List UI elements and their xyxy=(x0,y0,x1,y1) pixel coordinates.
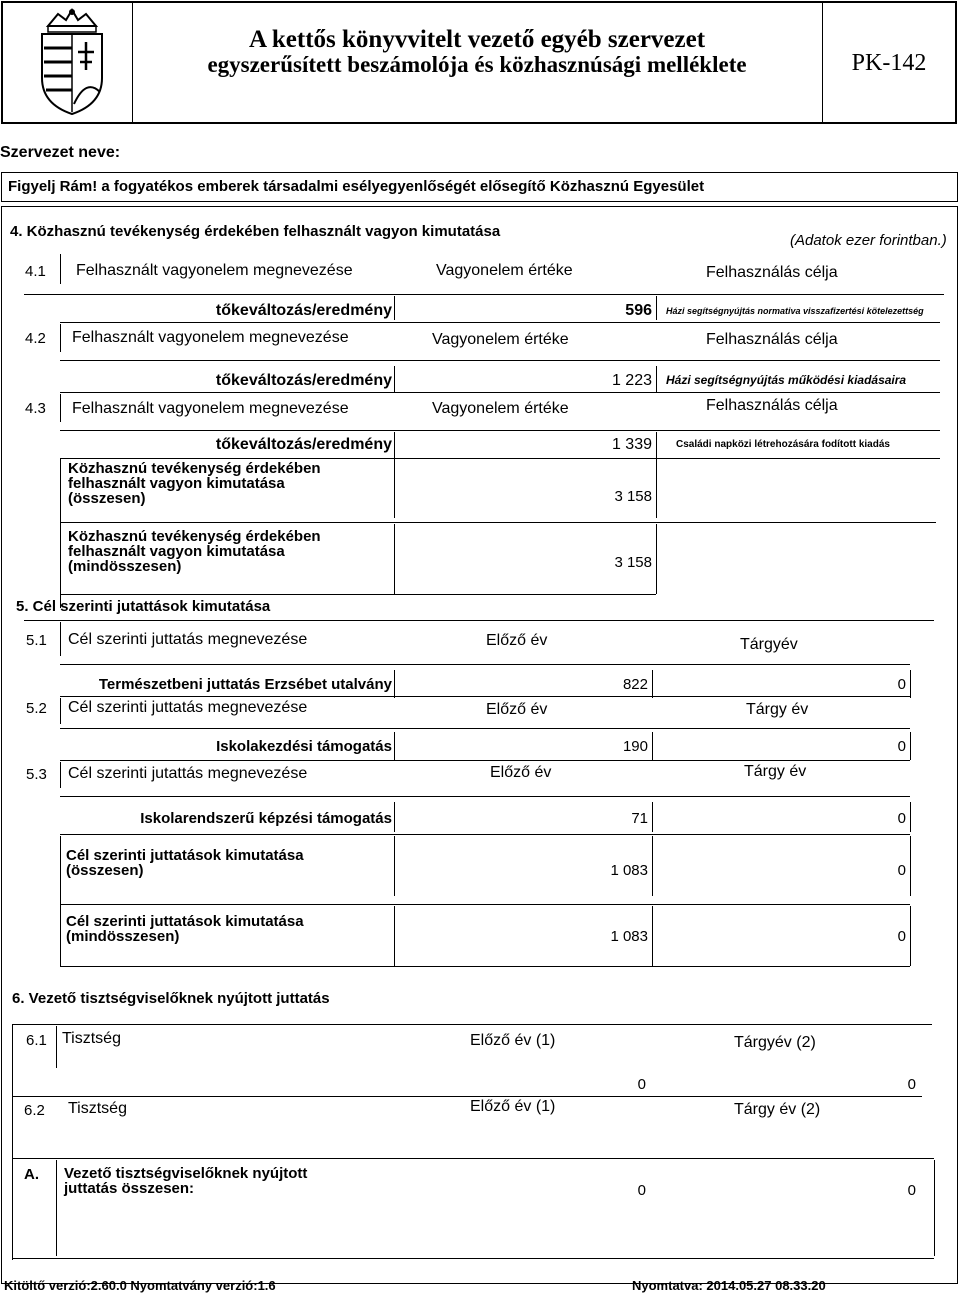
col-header-value: Vagyonelem értéke xyxy=(432,331,569,348)
section5-grand-total-prev: 1 083 xyxy=(610,928,648,945)
divider xyxy=(652,836,653,896)
section5-total-curr: 0 xyxy=(897,862,906,879)
col-header-curr: Tárgyév xyxy=(740,636,798,653)
divider xyxy=(934,1160,935,1256)
row-number-5-2: 5.2 xyxy=(26,700,47,717)
divider xyxy=(910,906,911,966)
divider xyxy=(56,1160,57,1256)
divider xyxy=(652,670,653,698)
footer-printed: Nyomtatva: 2014.05.27 08.33.20 xyxy=(632,1278,826,1293)
col-header-prev: Előző év (1) xyxy=(470,1032,556,1049)
section4-total-value: 3 158 xyxy=(614,488,652,505)
section4-title: 4. Közhasznú tevékenység érdekében felhasznált vagyon kimutatása xyxy=(10,223,501,240)
section6-total-label xyxy=(64,1166,307,1196)
label-line: juttatás összesen: xyxy=(64,1180,195,1197)
section4-grand-total-label xyxy=(68,529,321,574)
benefit-prev: 71 xyxy=(631,810,648,827)
divider xyxy=(60,392,940,393)
asset-purpose: Családi napközi létrehozására fodított kiadás xyxy=(676,439,890,450)
divider xyxy=(910,836,911,896)
asset-item: tőkeváltozás/eredmény xyxy=(215,302,392,319)
divider xyxy=(60,762,61,788)
col-header-curr: Tárgy év (2) xyxy=(734,1101,821,1118)
divider xyxy=(60,834,910,835)
divider xyxy=(394,906,395,966)
org-name-label: Szervezet neve: xyxy=(0,144,121,161)
section4-grand-total-value: 3 158 xyxy=(614,554,652,571)
divider xyxy=(60,664,910,665)
col-header-curr: Tárgy év xyxy=(744,763,807,780)
asset-value: 1 223 xyxy=(611,372,652,389)
col-header-value: Vagyonelem értéke xyxy=(436,262,573,279)
divider xyxy=(60,966,910,967)
section6-total-curr: 0 xyxy=(907,1182,916,1199)
divider xyxy=(60,796,910,797)
col-header-name: Felhasznált vagyonelem megnevezése xyxy=(72,400,349,417)
asset-value: 596 xyxy=(625,302,652,319)
divider xyxy=(394,366,395,392)
section5-title: 5. Cél szerinti jutattások kimutatása xyxy=(16,598,271,615)
asset-value: 1 339 xyxy=(611,436,652,453)
divider xyxy=(656,432,657,458)
divider xyxy=(12,1096,922,1097)
divider xyxy=(910,732,911,760)
col-header-curr: Tárgy év xyxy=(746,701,809,718)
label-line: felhasznált vagyon kimutatása xyxy=(68,543,285,560)
benefit-curr: 0 xyxy=(897,810,906,827)
divider xyxy=(656,524,657,594)
divider xyxy=(60,322,940,323)
label-line: Vezető tisztségviselőknek nyújtott xyxy=(64,1165,308,1182)
divider xyxy=(394,670,395,698)
row-number-5-3: 5.3 xyxy=(26,766,47,783)
row-number-5-1: 5.1 xyxy=(26,632,47,649)
col-header-name: Felhasznált vagyonelem megnevezése xyxy=(76,262,353,279)
row-number-4-1: 4.1 xyxy=(25,263,46,280)
divider xyxy=(60,430,940,431)
section5-grand-total-label xyxy=(66,914,304,944)
org-name-value: Figyelj Rám! a fogyatékos emberek társadalmi esélyegyenlőségét elősegítő Közhasznú Egyesület xyxy=(8,178,705,195)
section6-total-number: A. xyxy=(24,1166,39,1183)
asset-purpose: Házi segítségnyújtás működési kiadásaira xyxy=(666,373,907,387)
divider xyxy=(12,1024,13,1260)
divider xyxy=(60,728,910,729)
divider xyxy=(910,670,911,698)
col-header-prev: Előző év xyxy=(486,632,548,649)
divider xyxy=(60,254,61,284)
divider xyxy=(12,1258,934,1259)
asset-item: tőkeváltozás/eredmény xyxy=(215,436,392,453)
divider xyxy=(394,524,395,594)
benefit-prev: 822 xyxy=(622,676,648,693)
asset-item: tőkeváltozás/eredmény xyxy=(215,372,392,389)
divider xyxy=(24,620,934,621)
divider xyxy=(12,1024,932,1025)
benefit-prev: 190 xyxy=(622,738,648,755)
divider xyxy=(60,360,940,361)
section5-total-prev: 1 083 xyxy=(610,862,648,879)
section5-grand-total-curr: 0 xyxy=(897,928,906,945)
col-header-position: Tisztség xyxy=(62,1030,121,1047)
footer-version: Kitöltő verzió:2.60.0 Nyomtatvány verzió:1.6 xyxy=(4,1278,276,1293)
divider xyxy=(60,458,940,459)
label-line: (összesen) xyxy=(66,862,144,879)
divider xyxy=(652,732,653,760)
row-number-6-1: 6.1 xyxy=(26,1032,47,1049)
col-header-value: Vagyonelem értéke xyxy=(432,400,569,417)
divider xyxy=(24,294,944,295)
col-header-purpose: Felhasználás célja xyxy=(706,331,838,348)
col-header-prev: Előző év (1) xyxy=(470,1098,556,1115)
divider xyxy=(60,696,910,697)
row-number-6-2: 6.2 xyxy=(24,1102,45,1119)
label-line: Közhasznú tevékenység érdekében xyxy=(68,528,321,545)
benefit-item: Iskolarendszerű képzési támogatás xyxy=(140,810,392,827)
label-line: (mindösszesen) xyxy=(68,558,182,575)
section6-title: 6. Vezető tisztségviselőknek nyújtott juttatás xyxy=(12,990,330,1007)
col-header-name: Cél szerinti juttatás megnevezése xyxy=(68,699,308,716)
divider xyxy=(394,802,395,832)
label-line: Közhasznú tevékenység érdekében xyxy=(68,460,321,477)
form-title-line1: A kettős könyvvitelt vezető egyéb szervezet xyxy=(248,26,706,53)
divider xyxy=(60,698,61,724)
col-header-name: Cél szerinti juttatás megnevezése xyxy=(68,631,308,648)
label-line: (mindösszesen) xyxy=(66,928,180,945)
form-title-line2: egyszerűsített beszámolója és közhasznúsági melléklete xyxy=(207,52,747,77)
unit-note: (Adatok ezer forintban.) xyxy=(790,232,947,249)
divider xyxy=(12,1158,934,1159)
section6-total-prev: 0 xyxy=(637,1182,646,1199)
divider xyxy=(60,760,910,761)
col-header-name: Cél szerinti jutattás megnevezése xyxy=(68,765,308,782)
divider xyxy=(394,432,395,458)
col-header-purpose: Felhasználás célja xyxy=(706,397,838,414)
label-line: felhasznált vagyon kimutatása xyxy=(68,475,285,492)
label-line: Cél szerinti juttatások kimutatása xyxy=(66,913,304,930)
divider xyxy=(656,366,657,392)
divider xyxy=(656,296,657,320)
officer-prev: 0 xyxy=(637,1076,646,1093)
divider xyxy=(60,522,936,523)
col-header-position: Tisztség xyxy=(68,1100,127,1117)
officer-curr: 0 xyxy=(907,1076,916,1093)
col-header-curr: Tárgyév (2) xyxy=(734,1034,816,1051)
asset-purpose: Házi segítségnyújtás normativa visszafizertési kötelezettség xyxy=(666,306,924,316)
label-line: Cél szerinti juttatások kimutatása xyxy=(66,847,304,864)
coat-of-arms-emblem xyxy=(28,8,116,116)
divider xyxy=(394,836,395,896)
col-header-purpose: Felhasználás célja xyxy=(706,264,838,281)
row-number-4-2: 4.2 xyxy=(25,330,46,347)
divider xyxy=(60,324,61,352)
divider xyxy=(394,458,395,518)
col-header-prev: Előző év xyxy=(490,764,552,781)
label-line: (összesen) xyxy=(68,490,146,507)
divider xyxy=(60,394,61,422)
divider xyxy=(910,802,911,832)
section4-total-label xyxy=(68,461,321,506)
divider xyxy=(656,458,657,518)
benefit-curr: 0 xyxy=(897,738,906,755)
divider xyxy=(60,458,61,608)
benefit-item: Természetbeni juttatás Erzsébet utalvány xyxy=(98,676,392,693)
divider xyxy=(60,904,910,905)
divider xyxy=(60,622,61,656)
divider xyxy=(60,836,61,966)
benefit-item: Iskolakezdési támogatás xyxy=(216,738,392,755)
benefit-curr: 0 xyxy=(897,676,906,693)
divider xyxy=(652,802,653,832)
col-header-name: Felhasznált vagyonelem megnevezése xyxy=(72,329,349,346)
section5-total-label xyxy=(66,848,304,878)
col-header-prev: Előző év xyxy=(486,701,548,718)
divider xyxy=(60,594,656,595)
divider xyxy=(56,1026,57,1068)
form-code: PK-142 xyxy=(851,50,927,76)
divider xyxy=(652,906,653,966)
divider xyxy=(394,296,395,320)
row-number-4-3: 4.3 xyxy=(25,400,46,417)
divider xyxy=(394,732,395,760)
